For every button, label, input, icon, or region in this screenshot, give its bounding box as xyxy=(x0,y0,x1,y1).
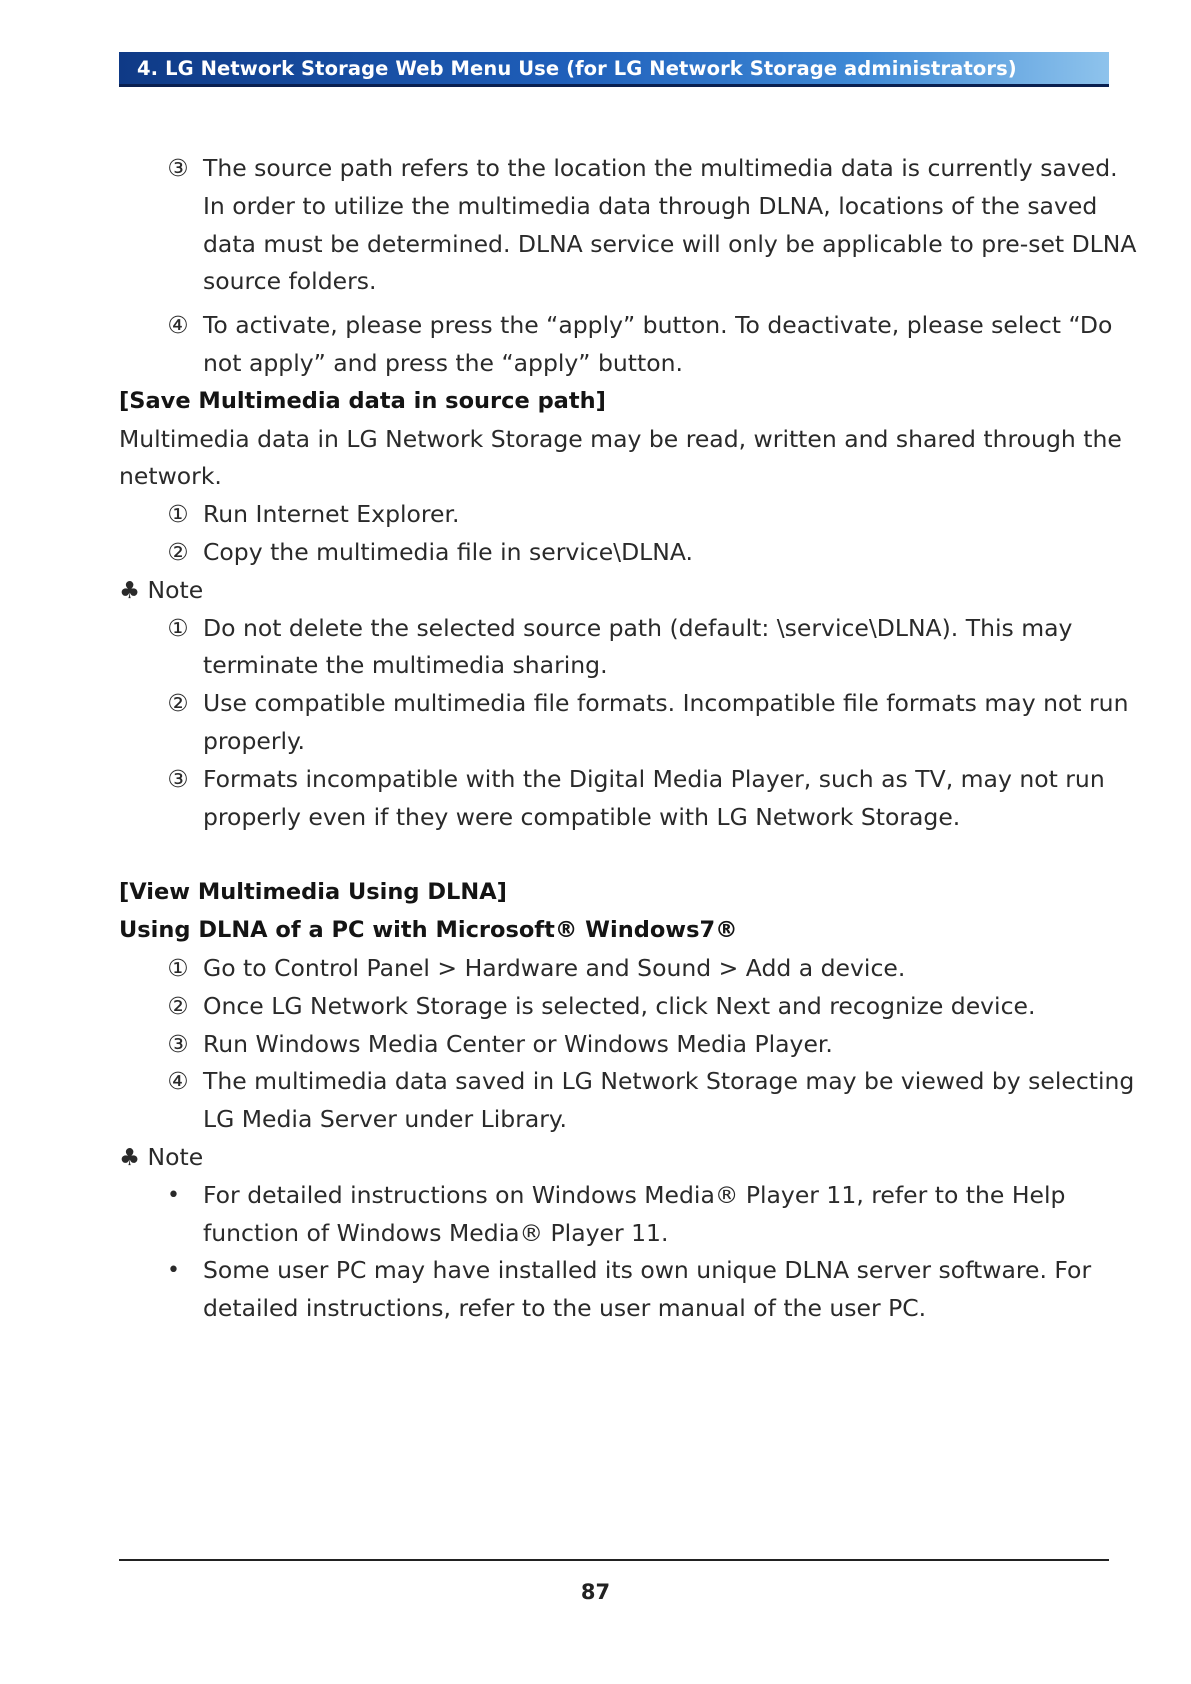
step-number: ④ xyxy=(167,1067,189,1096)
note-line: terminate the multimedia sharing. xyxy=(203,651,608,680)
step-line: The multimedia data saved in LG Network Storage may be viewed by selecting xyxy=(203,1067,1135,1096)
note-item xyxy=(119,610,1109,686)
source-path-item xyxy=(119,150,1137,301)
section-spacer xyxy=(119,836,1109,874)
note-line: Do not delete the selected source path (default: \service\DLNA). This may xyxy=(203,613,1073,642)
page-content xyxy=(119,150,1137,1328)
item-line: The source path refers to the location the multimedia data is currently saved. xyxy=(203,154,1118,182)
save-step xyxy=(119,496,1109,534)
view-section-heading: [View Multimedia Using DLNA] xyxy=(119,879,507,906)
note-label: ♣ Note xyxy=(119,575,204,604)
view-step xyxy=(119,950,1109,988)
bullet-icon: • xyxy=(167,1258,180,1284)
view-step xyxy=(119,1026,1109,1064)
note-line: For detailed instructions on Windows Media® Player 11, refer to the Help xyxy=(203,1180,1066,1209)
page-number: 87 xyxy=(580,1580,611,1604)
save-step xyxy=(119,534,1109,572)
step-number: ② xyxy=(167,537,189,566)
step-text: Copy the multimedia file in service\DLNA. xyxy=(203,537,693,566)
step-text: Run Internet Explorer. xyxy=(203,500,460,529)
note-number: ③ xyxy=(167,764,189,793)
step-number: ① xyxy=(167,500,189,529)
bullet-note xyxy=(119,1252,1109,1328)
item-line: To activate, please press the “apply” button. To deactivate, please select “Do xyxy=(203,311,1113,340)
step-line: LG Media Server under Library. xyxy=(203,1105,567,1134)
save-intro-line: Multimedia data in LG Network Storage may be read, written and shared through the xyxy=(119,424,1122,453)
note-item xyxy=(119,761,1109,837)
step-line: Go to Control Panel > Hardware and Sound > Add a device. xyxy=(203,953,906,982)
step-number: ① xyxy=(167,953,189,982)
chapter-header-bar xyxy=(119,52,1109,87)
activate-item xyxy=(119,307,1113,383)
note-line: Some user PC may have installed its own unique DLNA server software. For xyxy=(203,1256,1092,1285)
note-item xyxy=(119,685,1129,761)
footer-divider xyxy=(119,1559,1109,1561)
note-line: Use compatible multimedia file formats. Incompatible file formats may not run xyxy=(203,689,1129,718)
note-line: properly even if they were compatible with LG Network Storage. xyxy=(203,802,961,831)
item-line: source folders. xyxy=(203,267,377,296)
step-line: Run Windows Media Center or Windows Media Player. xyxy=(203,1029,833,1058)
bullet-note xyxy=(119,1177,1109,1253)
note-line: properly. xyxy=(203,726,306,755)
item-line: not apply” and press the “apply” button. xyxy=(203,348,683,377)
step-number: ③ xyxy=(167,1029,189,1058)
step-line: Once LG Network Storage is selected, click Next and recognize device. xyxy=(203,991,1036,1020)
step-number: ② xyxy=(167,991,189,1020)
view-section-subheading: Using DLNA of a PC with Microsoft® Windows7® xyxy=(119,917,738,944)
note-line: function of Windows Media® Player 11. xyxy=(203,1218,669,1247)
bullet-icon: • xyxy=(167,1182,180,1208)
view-step xyxy=(119,1063,1135,1139)
note-line: Formats incompatible with the Digital Media Player, such as TV, may not run xyxy=(203,764,1105,793)
note-number: ② xyxy=(167,689,189,718)
save-section-heading: [Save Multimedia data in source path] xyxy=(119,387,606,414)
note-number: ① xyxy=(167,613,189,642)
item-line: In order to utilize the multimedia data through DLNA, locations of the saved xyxy=(203,191,1098,220)
view-step xyxy=(119,988,1109,1026)
chapter-title: 4. LG Network Storage Web Menu Use (for LG Network Storage administrators) xyxy=(137,57,1017,80)
item-line: data must be determined. DLNA service will only be applicable to pre-set DLNA xyxy=(203,229,1137,258)
note-label: ♣ Note xyxy=(119,1142,204,1171)
save-intro-line: network. xyxy=(119,462,222,491)
item-number: ④ xyxy=(167,311,189,340)
item-number: ③ xyxy=(167,154,189,182)
note-line: detailed instructions, refer to the user manual of the user PC. xyxy=(203,1294,927,1323)
